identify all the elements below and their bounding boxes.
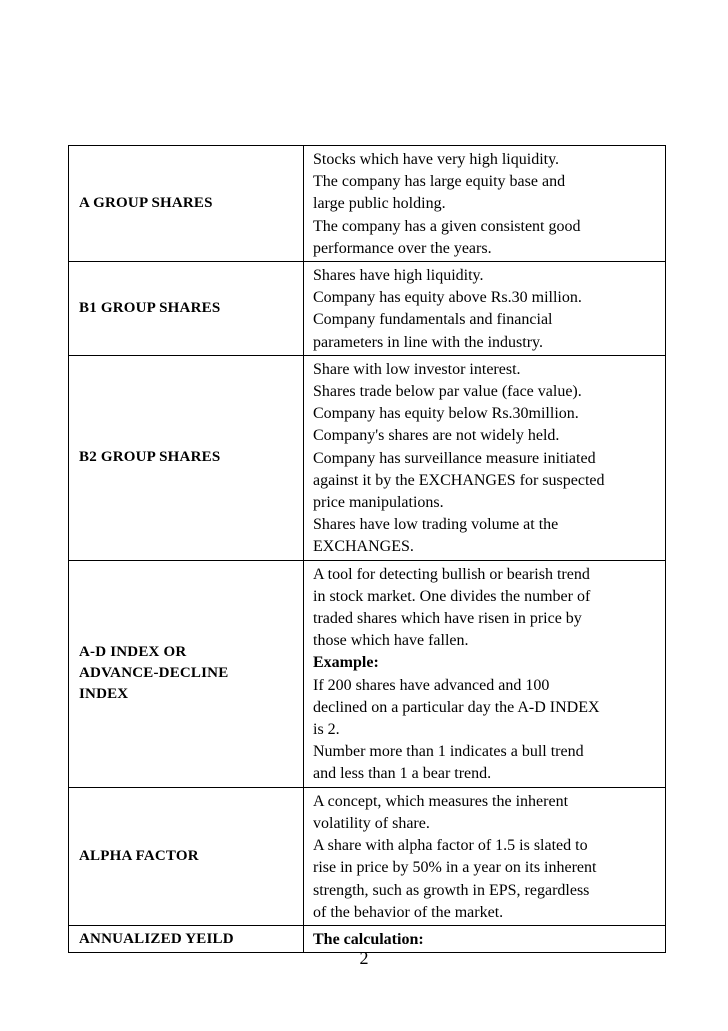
definition-line: Company has surveillance measure initiated [313,449,596,467]
definition-heading: The calculation: [313,930,424,948]
definition-line: performance over the years. [313,239,492,257]
glossary-body [69,146,666,953]
definition-cell [304,146,666,262]
definition-heading: Example: [313,654,379,672]
definition-line: A concept, which measures the inherent [313,792,569,810]
definition-line: Shares have low trading volume at the [313,516,559,534]
definition-line: and less than 1 a bear trend. [313,765,492,783]
definition-line: Stocks which have very high liquidity. [313,151,560,168]
definition-line: rise in price by 50% in a year on its inherent [313,859,597,877]
definition-line: volatility of share. [313,814,430,832]
term-text: B2 GROUP SHARES [79,449,221,466]
page-number: 2 [359,948,369,968]
term-text: A-D INDEX OR [79,644,187,661]
definition-line: parameters in line with the industry. [313,333,544,351]
glossary-row [69,262,666,356]
definition-line: A tool for detecting bullish or bearish trend [313,565,590,583]
term-cell [69,560,304,787]
definition-line: large public holding. [313,195,446,213]
definition-line: is 2. [313,721,340,739]
definition-cell [304,355,666,560]
definition-line: Company fundamentals and financial [313,311,553,329]
definition-line: Company has equity above Rs.30 million. [313,289,582,307]
term-text: ADVANCE-DECLINE [79,665,229,682]
definition-line: Share with low investor interest. [313,360,521,378]
definition-line: A share with alpha factor of 1.5 is slated to [313,837,588,855]
definition-line: Shares trade below par value (face value). [313,383,582,401]
glossary-row [69,146,666,262]
term-cell [69,787,304,925]
term-cell [69,355,304,560]
definition-cell [304,787,666,925]
definition-line: in stock market. One divides the number of [313,587,591,605]
definition-line: Shares have high liquidity. [313,267,484,285]
definition-line: The company has a given consistent good [313,217,581,235]
definition-line: against it by the EXCHANGES for suspected [313,471,605,489]
definition-line: Number more than 1 indicates a bull trend [313,743,584,761]
glossary-row [69,787,666,925]
definition-cell [304,262,666,356]
definition-line: declined on a particular day the A-D INDEX [313,698,600,716]
definition-line: EXCHANGES. [313,538,414,556]
definition-line: those which have fallen. [313,632,469,650]
definition-line: traded shares which have risen in price by [313,610,582,628]
definition-line: The company has large equity base and [313,173,566,191]
term-text: A GROUP SHARES [79,195,213,211]
definition-line: Company's shares are not widely held. [313,427,560,445]
term-text: B1 GROUP SHARES [79,299,221,316]
glossary-row [69,355,666,560]
definition-line: price manipulations. [313,494,444,512]
term-text: INDEX [79,686,129,703]
definition-line: of the behavior of the market. [313,903,504,921]
term-cell [69,262,304,356]
definition-line: If 200 shares have advanced and 100 [313,676,550,694]
definition-cell [304,560,666,787]
glossary-row [69,560,666,787]
term-text: ALPHA FACTOR [79,847,199,864]
glossary-table [68,145,666,953]
definition-line: strength, such as growth in EPS, regardless [313,881,590,899]
term-cell [69,146,304,262]
definition-line: Company has equity below Rs.30million. [313,405,579,423]
term-text: ANNUALIZED YEILD [79,930,234,947]
